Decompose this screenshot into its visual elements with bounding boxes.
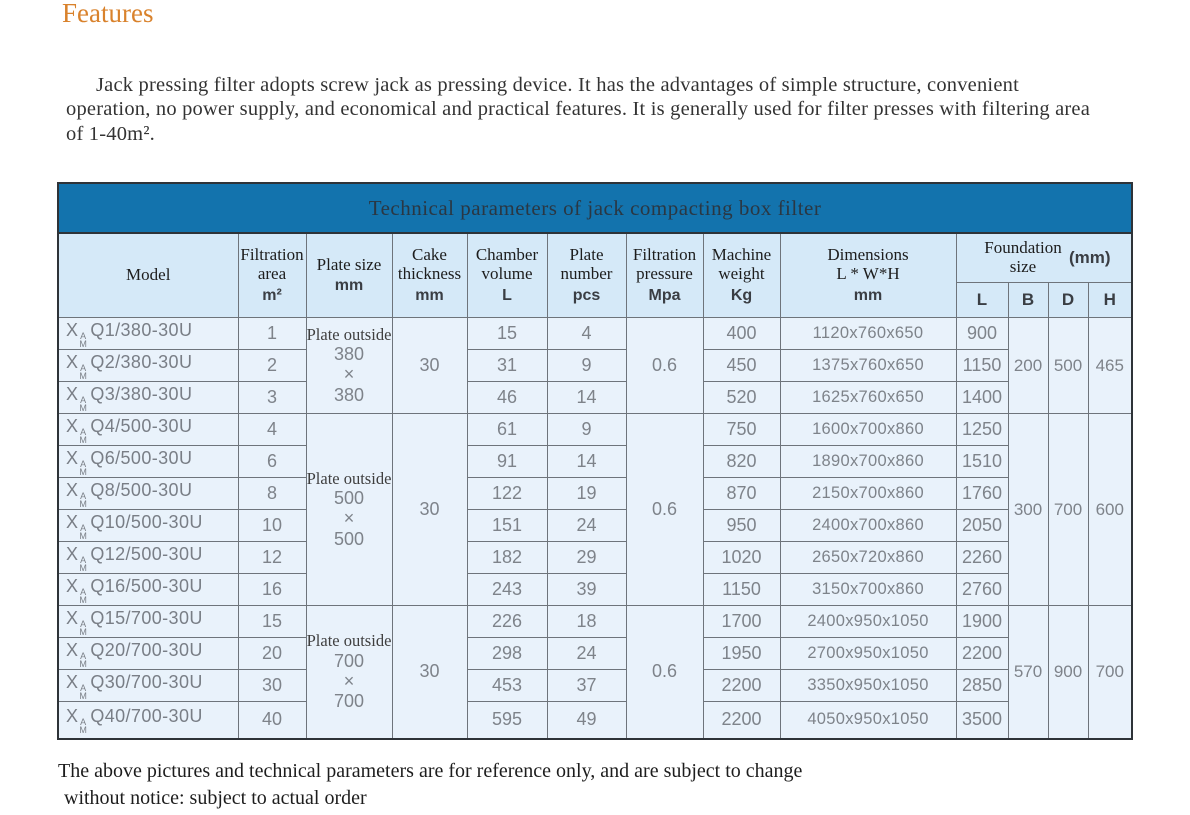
table-title-cell (58, 183, 1132, 233)
pcs-cell: 49 (547, 702, 626, 739)
model-cell: X A M Q4/500-30U (58, 414, 238, 446)
foundation-l-cell: 2260 (956, 542, 1008, 574)
model-prefix: X A M (66, 511, 88, 541)
weight-cell: 1700 (703, 606, 780, 638)
weight-cell: 520 (703, 382, 780, 414)
table-row (58, 574, 1132, 606)
plate-size-cell: Plate outside 700 × 700 (306, 606, 392, 739)
foundation-l-cell: 2050 (956, 510, 1008, 542)
foundation-l-cell: 1400 (956, 382, 1008, 414)
model-prefix: X A M (66, 351, 88, 381)
plate-size-cell: Plate outside 380 × 380 (306, 318, 392, 414)
disclaimer (58, 758, 1058, 812)
pressure-cell: 0.6 (626, 606, 703, 739)
foundation-d-cell: 500 (1048, 318, 1088, 414)
weight-cell: 950 (703, 510, 780, 542)
dimensions-cell: 2700x950x1050 (780, 638, 956, 670)
table-row (58, 478, 1132, 510)
model-cell: X A M Q15/700-30U (58, 606, 238, 638)
model-cell: X A M Q30/700-30U (58, 670, 238, 702)
volume-cell: 226 (467, 606, 547, 638)
area-cell: 10 (238, 510, 306, 542)
volume-cell: 15 (467, 318, 547, 350)
area-cell: 12 (238, 542, 306, 574)
table-row (58, 414, 1132, 446)
area-cell: 40 (238, 702, 306, 739)
volume-cell: 61 (467, 414, 547, 446)
pcs-cell: 24 (547, 510, 626, 542)
model-prefix: X A M (66, 383, 88, 413)
weight-cell: 1950 (703, 638, 780, 670)
pcs-cell: 24 (547, 638, 626, 670)
table-row (58, 702, 1132, 739)
plate-size-cell: Plate outside 500 × 500 (306, 414, 392, 606)
cake-thickness-cell: 30 (392, 606, 467, 739)
model-prefix: X A M (66, 705, 88, 735)
foundation-b-cell: 300 (1008, 414, 1048, 606)
dimensions-cell: 1120x760x650 (780, 318, 956, 350)
header-foundation-d: D (1048, 283, 1088, 318)
model-cell: X A M Q8/500-30U (58, 478, 238, 510)
page-title: Features (62, 0, 154, 28)
area-cell: 8 (238, 478, 306, 510)
header-foundation-l: L (956, 283, 1008, 318)
model-cell: X A M Q16/500-30U (58, 574, 238, 606)
model-cell: X A M Q1/380-30U (58, 318, 238, 350)
disclaimer-line-2: without notice: subject to actual order (64, 787, 367, 809)
table-title-row (58, 183, 1132, 233)
disclaimer-line-1: The above pictures and technical parameters are for reference only, and are subject to change (58, 760, 803, 782)
model-prefix: X A M (66, 607, 88, 637)
pcs-cell: 4 (547, 318, 626, 350)
table-title: Technical parameters of jack compacting box filter (368, 195, 822, 220)
foundation-h-cell: 465 (1088, 318, 1132, 414)
area-cell: 3 (238, 382, 306, 414)
foundation-h-cell: 600 (1088, 414, 1132, 606)
volume-cell: 46 (467, 382, 547, 414)
pcs-cell: 19 (547, 478, 626, 510)
weight-cell: 2200 (703, 670, 780, 702)
foundation-l-cell: 1510 (956, 446, 1008, 478)
table-row (58, 510, 1132, 542)
model-prefix: X A M (66, 447, 88, 477)
model-prefix: X A M (66, 639, 88, 669)
weight-cell: 450 (703, 350, 780, 382)
pcs-cell: 39 (547, 574, 626, 606)
table-row (58, 606, 1132, 638)
header-machine-weight: Machine weight Kg (703, 233, 780, 318)
pcs-cell: 29 (547, 542, 626, 574)
volume-cell: 298 (467, 638, 547, 670)
weight-cell: 870 (703, 478, 780, 510)
area-cell: 20 (238, 638, 306, 670)
foundation-l-cell: 2760 (956, 574, 1008, 606)
parameters-table-wrap (57, 182, 1133, 740)
dimensions-cell: 2150x700x860 (780, 478, 956, 510)
foundation-d-cell: 900 (1048, 606, 1088, 739)
volume-cell: 31 (467, 350, 547, 382)
foundation-l-cell: 3500 (956, 702, 1008, 739)
volume-cell: 182 (467, 542, 547, 574)
area-cell: 4 (238, 414, 306, 446)
weight-cell: 820 (703, 446, 780, 478)
volume-cell: 243 (467, 574, 547, 606)
area-cell: 6 (238, 446, 306, 478)
header-plate-size: Plate size mm (306, 233, 392, 318)
area-cell: 16 (238, 574, 306, 606)
header-plate-number: Plate number pcs (547, 233, 626, 318)
foundation-l-cell: 2200 (956, 638, 1008, 670)
weight-cell: 2200 (703, 702, 780, 739)
dimensions-cell: 2400x700x860 (780, 510, 956, 542)
model-cell: X A M Q40/700-30U (58, 702, 238, 739)
model-prefix: X A M (66, 671, 88, 701)
weight-cell: 1020 (703, 542, 780, 574)
foundation-l-cell: 900 (956, 318, 1008, 350)
pcs-cell: 14 (547, 446, 626, 478)
dimensions-cell: 1600x700x860 (780, 414, 956, 446)
header-foundation-b: B (1008, 283, 1048, 318)
volume-cell: 595 (467, 702, 547, 739)
header-filtration-area: Filtration area m² (238, 233, 306, 318)
table-row (58, 382, 1132, 414)
dimensions-cell: 4050x950x1050 (780, 702, 956, 739)
volume-cell: 453 (467, 670, 547, 702)
model-cell: X A M Q12/500-30U (58, 542, 238, 574)
header-foundation-size: Foundation size (mm) (956, 233, 1132, 283)
volume-cell: 91 (467, 446, 547, 478)
model-prefix: X A M (66, 319, 88, 349)
header-chamber-volume: Chamber volume L (467, 233, 547, 318)
foundation-b-cell: 570 (1008, 606, 1048, 739)
pressure-cell: 0.6 (626, 318, 703, 414)
table-row (58, 318, 1132, 350)
pcs-cell: 37 (547, 670, 626, 702)
table-row (58, 638, 1132, 670)
weight-cell: 400 (703, 318, 780, 350)
model-cell: X A M Q3/380-30U (58, 382, 238, 414)
foundation-h-cell: 700 (1088, 606, 1132, 739)
foundation-l-cell: 1250 (956, 414, 1008, 446)
cake-thickness-cell: 30 (392, 318, 467, 414)
intro-paragraph: Jack pressing filter adopts screw jack as pressing device. It has the advantages of simple structure, convenient operation, no power supply, and economical and practical features. It is generally used for filter presses with filtering area of 1-40m². (66, 73, 1091, 145)
dimensions-cell: 1625x760x650 (780, 382, 956, 414)
header-filtration-pressure: Filtration pressure Mpa (626, 233, 703, 318)
area-cell: 15 (238, 606, 306, 638)
dimensions-cell: 2400x950x1050 (780, 606, 956, 638)
weight-cell: 1150 (703, 574, 780, 606)
model-prefix: X A M (66, 575, 88, 605)
model-prefix: X A M (66, 415, 88, 445)
table-row (58, 542, 1132, 574)
foundation-l-cell: 1150 (956, 350, 1008, 382)
pcs-cell: 18 (547, 606, 626, 638)
foundation-l-cell: 1900 (956, 606, 1008, 638)
model-cell: X A M Q10/500-30U (58, 510, 238, 542)
volume-cell: 122 (467, 478, 547, 510)
dimensions-cell: 3350x950x1050 (780, 670, 956, 702)
volume-cell: 151 (467, 510, 547, 542)
model-cell: X A M Q2/380-30U (58, 350, 238, 382)
header-cake-thickness: Cake thickness mm (392, 233, 467, 318)
header-model: Model (58, 233, 238, 318)
pcs-cell: 9 (547, 350, 626, 382)
foundation-b-cell: 200 (1008, 318, 1048, 414)
foundation-l-cell: 1760 (956, 478, 1008, 510)
dimensions-cell: 2650x720x860 (780, 542, 956, 574)
area-cell: 1 (238, 318, 306, 350)
table-row (58, 670, 1132, 702)
foundation-l-cell: 2850 (956, 670, 1008, 702)
header-dimensions: Dimensions L * W*H mm (780, 233, 956, 318)
pcs-cell: 9 (547, 414, 626, 446)
table-row (58, 446, 1132, 478)
table-header-row (58, 233, 1132, 283)
area-cell: 2 (238, 350, 306, 382)
dimensions-cell: 1890x700x860 (780, 446, 956, 478)
header-foundation-h: H (1088, 283, 1132, 318)
pressure-cell: 0.6 (626, 414, 703, 606)
dimensions-cell: 3150x700x860 (780, 574, 956, 606)
dimensions-cell: 1375x760x650 (780, 350, 956, 382)
parameters-table (57, 182, 1133, 740)
cake-thickness-cell: 30 (392, 414, 467, 606)
table-row (58, 350, 1132, 382)
model-cell: X A M Q20/700-30U (58, 638, 238, 670)
area-cell: 30 (238, 670, 306, 702)
pcs-cell: 14 (547, 382, 626, 414)
weight-cell: 750 (703, 414, 780, 446)
model-prefix: X A M (66, 479, 88, 509)
model-cell: X A M Q6/500-30U (58, 446, 238, 478)
model-prefix: X A M (66, 543, 88, 573)
foundation-d-cell: 700 (1048, 414, 1088, 606)
